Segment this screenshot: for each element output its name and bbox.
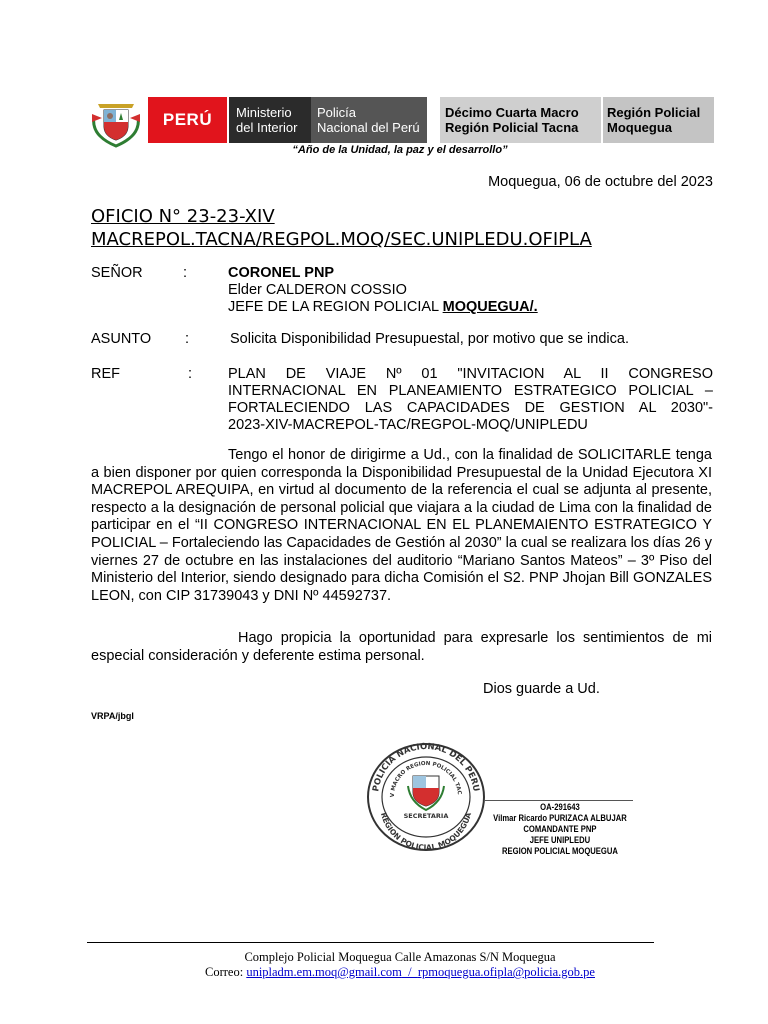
- initials: VRPA/jbgl: [91, 711, 134, 721]
- signature-line: [484, 800, 633, 801]
- email-link-2[interactable]: rpmoquegua.ofipla@policia.gob.pe: [417, 965, 595, 979]
- footer-divider: [87, 942, 654, 943]
- svg-text:POLICIA NACIONAL DEL PERU: POLICIA NACIONAL DEL PERU: [371, 742, 481, 793]
- body-paragraph: Tengo el honor de dirigirme a Ud., con la finalidad de SOLICITARLE tenga a bien disponer por quien corresponda la Disponibilidad Presupuestal de la Unidad Ejecutora XI MACREPOL AREQUIPA, en virtud al documento de la referencia el cual se adjunta al presente, respecto a la designación de personal policial que viajara a la ciudad de Lima con la finalidad de participar en el “II CONGRESO INTERNACIONAL EN EL PLANEMAIENTO ESTRATEGICO Y POLICIAL – Fortaleciendo las Capacidades de Gestión al 2030” la cual se realizara los días 26 y viernes 27 de octubre en las instalaciones del auditorio “Mariano Santos Mateos” – 3º Piso del Ministerio del Interior, siendo designado para dicha Comisión el S2. PNP Jhojan Bill GONZALES LEON, con CIP 31739043 y DNI Nº 44592737.: [91, 447, 712, 604]
- asunto-label: ASUNTO: [91, 331, 152, 347]
- recipient-role: JEFE DE LA REGION POLICIAL MOQUEGUA/.: [228, 299, 538, 315]
- email-link-1[interactable]: unipladm.em.moq@gmail.com: [246, 965, 402, 979]
- footer-address: Complejo Policial Moquegua Calle Amazonas S/N Moquegua: [244, 950, 556, 964]
- ref-colon: :: [188, 366, 193, 382]
- secretaria-seal: [366, 742, 486, 852]
- coat-of-arms-logo: [88, 96, 144, 150]
- footer-email: Correo: unipladm.em.moq@gmail.com / rpmoquegua.ofipla@policia.gob.pe: [205, 965, 595, 979]
- asunto-colon: :: [185, 331, 190, 347]
- police-badge: Policía Nacional del Perú: [311, 97, 427, 143]
- asunto-text: Solicita Disponibilidad Presupuestal, por motivo que se indica.: [230, 331, 629, 347]
- recipient-rank: CORONEL PNP: [228, 265, 335, 281]
- svg-text:REGION POLICIAL MOQUEGUA: REGION POLICIAL MOQUEGUA: [378, 811, 474, 852]
- ref-label: REF: [91, 366, 120, 382]
- region-badge: Región Policial Moquegua: [603, 97, 714, 143]
- farewell: Dios guarde a Ud.: [483, 681, 600, 697]
- peru-badge: PERÚ: [148, 97, 227, 143]
- recipient-block: [228, 265, 538, 316]
- macro-region-badge: Décimo Cuarta Macro Región Policial Tacna: [440, 97, 601, 143]
- year-motto: “Año de la Unidad, la paz y el desarrollo”: [292, 144, 508, 156]
- oficio-number: OFICIO N° 23-23-XIV MACREPOL.TACNA/REGPOL.MOQ/SEC.UNIPLEDU.OFIPLA: [91, 206, 592, 250]
- ministry-badge: Ministerio del Interior: [229, 97, 311, 143]
- svg-text:XIV MACRO REGION POLICIAL TACN: V MACRO REGION POLICIAL TAC: [389, 760, 462, 798]
- closing-paragraph: Hago propicia la oportunidad para expresarle los sentimientos de mi especial consideración y deferente estima personal.: [91, 630, 712, 664]
- senor-label: SEÑOR: [91, 265, 143, 281]
- ref-text: PLAN DE VIAJE Nº 01 "INVITACION AL II CONGRESO INTERNACIONAL EN PLANEAMIENTO ESTRATEGICO POLICIAL – FORTALECIENDO LAS CAPACIDADES DE GESTION AL 2030"- 2023-XIV-MACREPOL-TAC/REGPOL-MOQ/UNIPLEDU: [228, 366, 713, 433]
- document-date: Moquegua, 06 de octubre del 2023: [488, 174, 713, 190]
- signature-block: OA-291643 Vilmar Ricardo PURIZACA ALBUJAR COMANDANTE PNP JEFE UNIPLEDU REGION POLICIAL MOQUEGUA: [493, 802, 627, 856]
- senor-colon: :: [183, 265, 188, 281]
- svg-text:SECRETARIA: SECRETARIA: [403, 812, 449, 820]
- recipient-name: Elder CALDERON COSSIO: [228, 282, 407, 298]
